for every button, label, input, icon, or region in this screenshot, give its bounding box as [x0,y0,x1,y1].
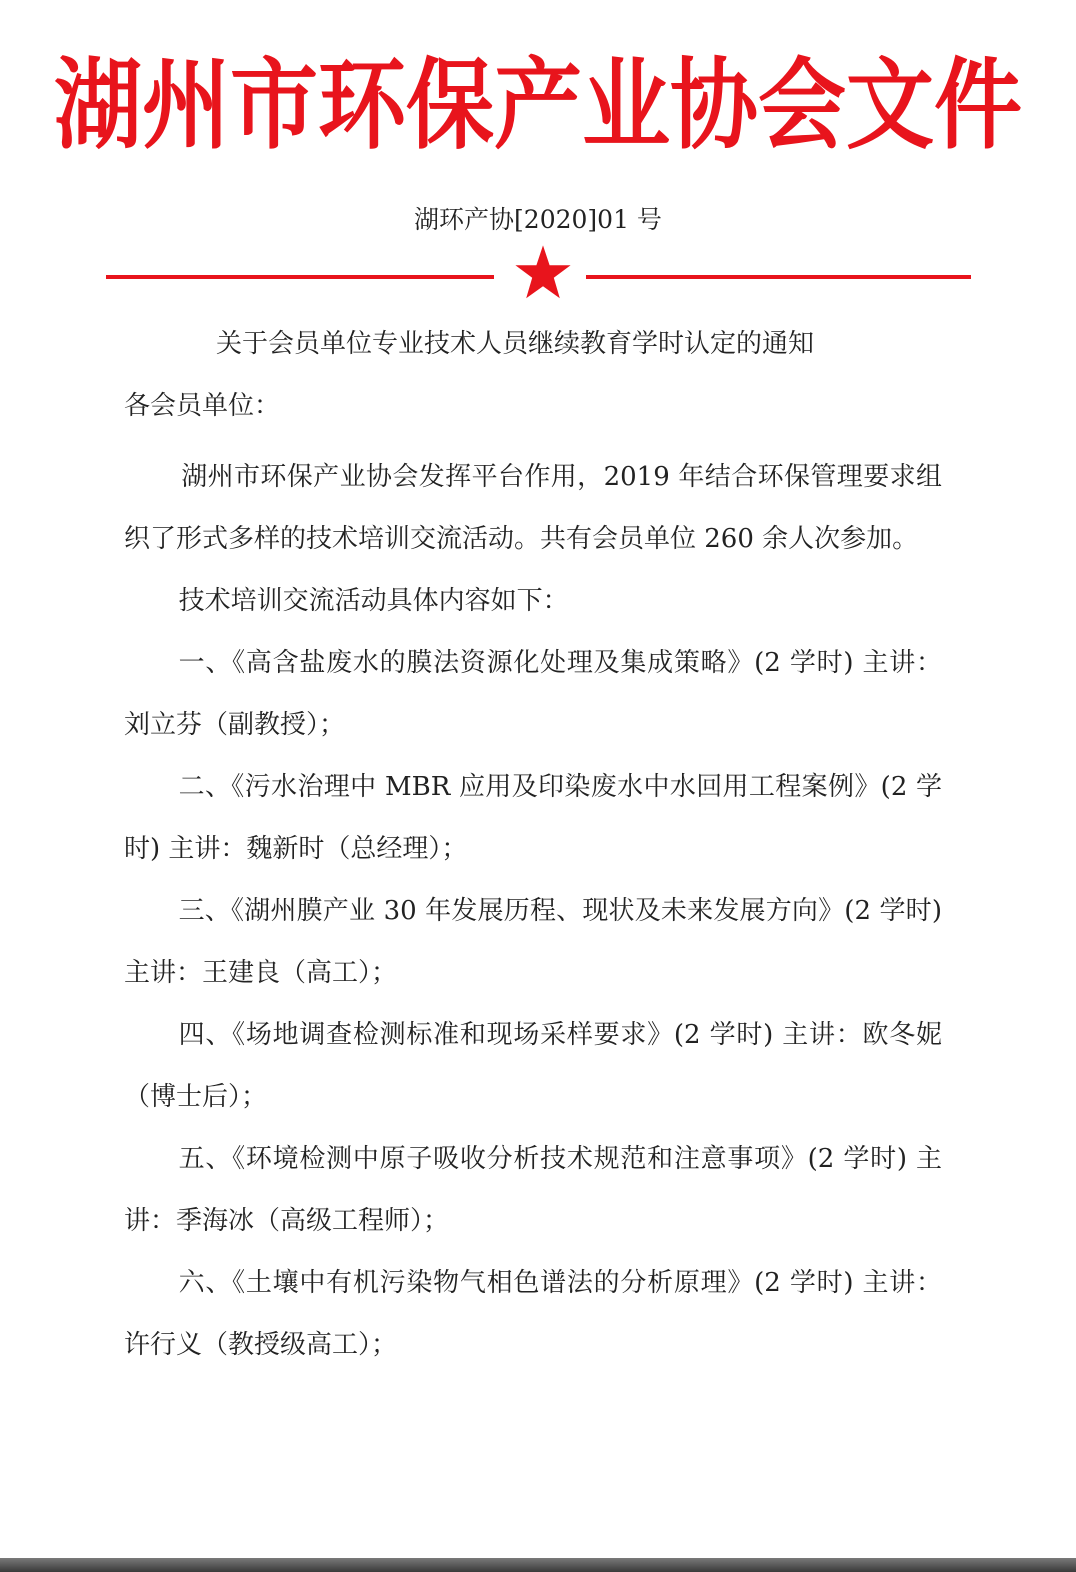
intro-paragraph: 湖州市环保产业协会发挥平台作用，2019 年结合环保管理要求组织了形式多样的技术培训交流活动。共有会员单位 260 余人次参加。 [124,462,942,554]
training-item-3: 三、《湖州膜产业 30 年发展历程、现状及未来发展方向》(2 学时) 主讲：王建良（高工）； [124,896,942,988]
training-item-5: 五、《环境检测中原子吸收分析技术规范和注意事项》(2 学时) 主讲：季海冰（高级工程师）； [124,1144,942,1236]
training-item-4: 四、《场地调查检测标准和现场采样要求》(2 学时) 主讲：欧冬妮（博士后）； [124,1020,942,1112]
star-shape [515,245,570,298]
training-item-1: 一、《高含盐废水的膜法资源化处理及集成策略》(2 学时) 主讲：刘立芬（副教授）； [124,648,942,740]
notice-body [124,446,942,1376]
red-divider-left [106,275,494,279]
training-item-6: 六、《土壤中有机污染物气相色谱法的分析原理》(2 学时) 主讲：许行义（教授级高工）； [124,1268,942,1360]
red-divider-right [586,275,971,279]
notice-title: 关于会员单位专业技术人员继续教育学时认定的通知 [216,329,815,359]
star-icon [513,243,573,303]
training-item-2: 二、《污水治理中 MBR 应用及印染废水中水回用工程案例》(2 学时) 主讲：魏新时（总经理）； [124,772,942,864]
bottom-scroll-bar [0,1558,1076,1572]
document-number: 湖环产协[2020]01 号 [414,205,662,234]
masthead-title: 湖州市环保产业协会文件 [53,46,1022,163]
list-lead: 技术培训交流活动具体内容如下： [178,586,569,616]
salutation: 各会员单位： [124,391,281,421]
